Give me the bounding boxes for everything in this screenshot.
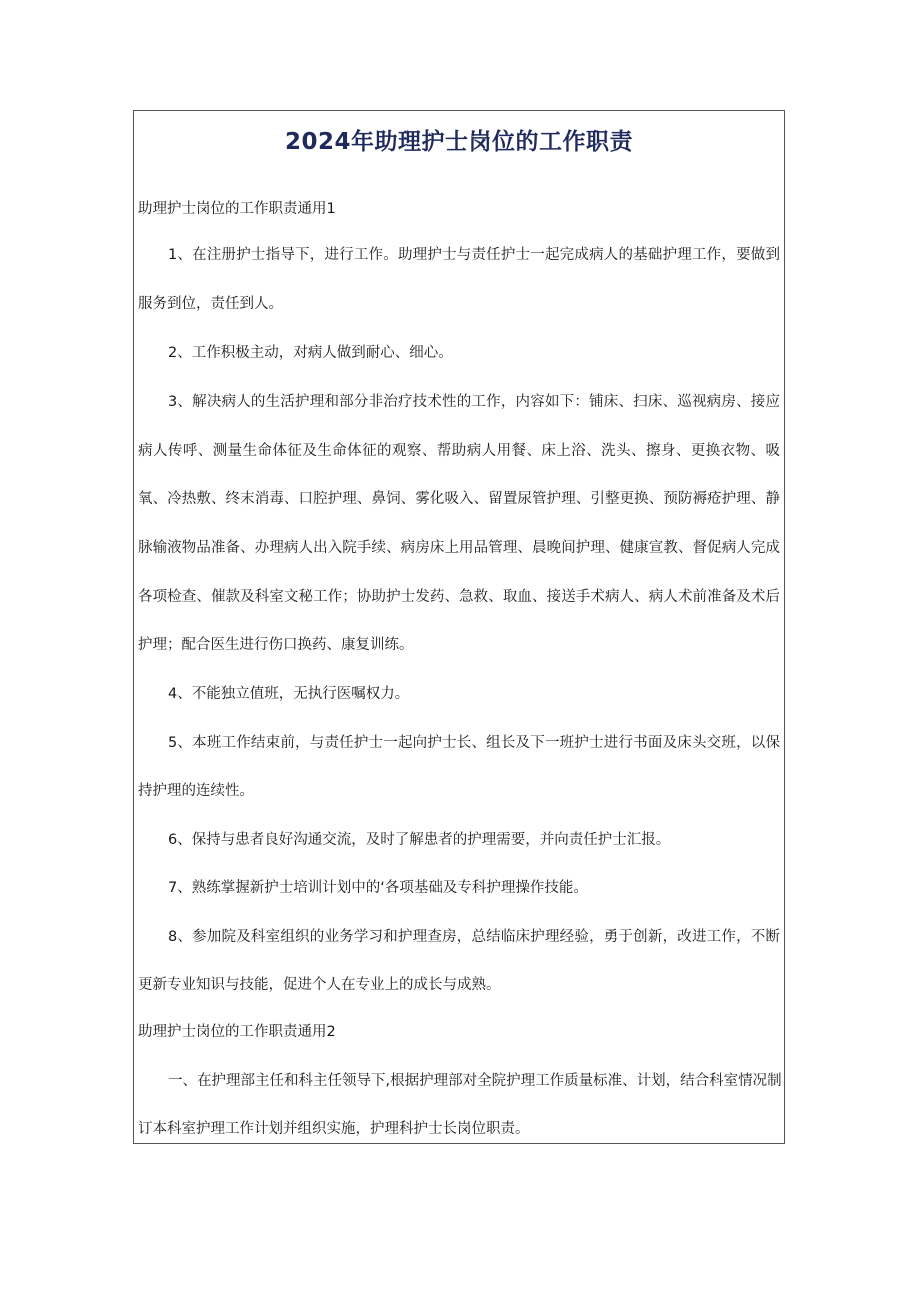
paragraph-line: 更新专业知识与技能，促进个人在专业上的成长与成熟。 xyxy=(138,977,501,993)
page-title: 2024年助理护士岗位的工作职责 xyxy=(284,129,633,155)
section-heading: 助理护士岗位的工作职责通用1 xyxy=(138,201,336,217)
paragraph-line: 持护理的连续性。 xyxy=(138,783,254,799)
paragraph-line: 一、在护理部主任和科主任领导下,根据护理部对全院护理工作质量标准、计划，结合科室情况制 xyxy=(168,1073,782,1089)
section-heading: 助理护士岗位的工作职责通用2 xyxy=(138,1024,336,1040)
paragraph-line: 1、在注册护士指导下，进行工作。助理护士与责任护士一起完成病人的基础护理工作，要做到 xyxy=(168,247,780,263)
paragraph-line: 护理；配合医生进行伤口换药、康复训练。 xyxy=(138,637,414,653)
paragraph-line: 氧、冷热敷、终末消毒、口腔护理、鼻饲、雾化吸入、留置尿管护理、引整更换、预防褥疮护理、静 xyxy=(138,491,780,507)
paragraph-line: 6、保持与患者良好沟通交流，及时了解患者的护理需要，并向责任护士汇报。 xyxy=(168,832,671,848)
paragraph-line: 8、参加院及科室组织的业务学习和护理查房，总结临床护理经验，勇于创新，改进工作，不断 xyxy=(168,929,780,945)
document-page xyxy=(133,110,785,1144)
paragraph-line: 订本科室护理工作计划并组织实施，护理科护士长岗位职责。 xyxy=(138,1121,530,1137)
paragraph-line: 4、不能独立值班，无执行医嘱权力。 xyxy=(168,686,410,702)
paragraph-line: 脉输液物品准备、办理病人出入院手续、病房床上用品管理、晨晚间护理、健康宣教、督促病人完成 xyxy=(138,540,780,556)
paragraph-line: 各项检查、催款及科室文秘工作；协助护士发药、急救、取血、接送手术病人、病人术前准备及术后 xyxy=(138,589,780,605)
paragraph-line: 5、本班工作结束前，与责任护士一起向护士长、组长及下一班护士进行书面及床头交班，以保 xyxy=(168,735,780,751)
paragraph-line: 7、熟练掌握新护士培训计划中的‘各项基础及专科护理操作技能。 xyxy=(168,880,588,896)
paragraph-line: 2、工作积极主动，对病人做到耐心、细心。 xyxy=(168,345,453,361)
paragraph-line: 3、解决病人的生活护理和部分非治疗技术性的工作，内容如下：铺床、扫床、巡视病房、接应 xyxy=(168,394,780,410)
paragraph-line: 病人传呼、测量生命体征及生命体征的观察、帮助病人用餐、床上浴、洗头、擦身、更换衣物、吸 xyxy=(138,443,780,459)
paragraph-line: 服务到位，责任到人。 xyxy=(138,296,283,312)
